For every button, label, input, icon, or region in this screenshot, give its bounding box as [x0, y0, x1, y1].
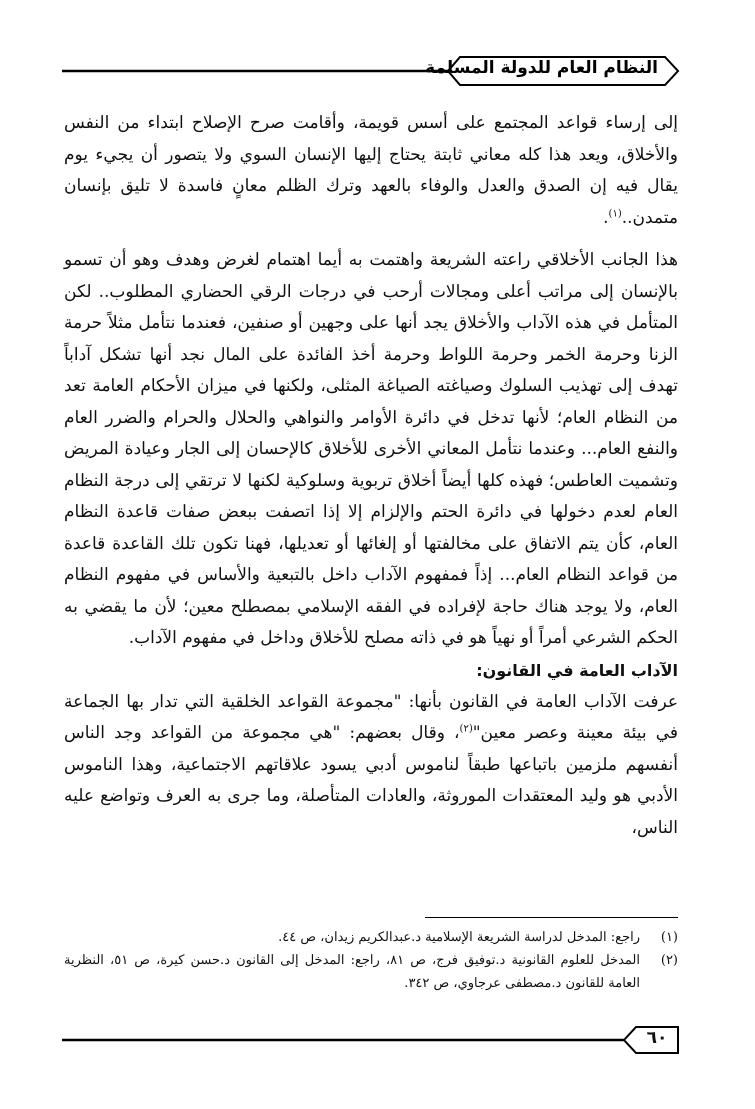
paragraph-text: ، وقال بعضهم: "هي مجموعة من القواعد وجد الناس أنفسهم ملزمين باتباعها طبقاً لناموس أدبي يسود علاقاتهم الاجتماعية، وهذا الناموس الأدبي هو وليد المعتقدات الموروثة، والعادات المتأصلة، وما جرى به العرف وتواضع عليه الناس، — [64, 723, 678, 838]
footnote-number: (٢) — [660, 953, 678, 968]
paragraph: إلى إرساء قواعد المجتمع على أسس قويمة، وأقامت صرح الإصلاح ابتداء من النفس والأخلاق، ويعد هذا كله معاني ثابتة يحتاج إليها الإنسان السوي ولا يتصور أن يجيء يوم يقال فيه إن الصدق والعدل والوفاء بالعهد وترك الظلم معانٍ فاسدة لا تليق بإنسان متمدن..$^{(١)}$. — [64, 113, 678, 228]
paragraph — [64, 687, 678, 845]
paragraph-text: إلى إرساء قواعد المجتمع على أسس قويمة، وأقامت صرح الإصلاح ابتداء من النفس والأخلاق، ويعد هذا كله معاني ثابتة يحتاج إليها الإنسان السوي ولا يتصور أن يجيء يوم يقال فيه إن الصدق والعدل والوفاء بالعهد وترك الظلم معانٍ فاسدة لا تليق بإنسان متمدن.. — [64, 113, 678, 228]
page-footer — [60, 1018, 682, 1062]
section-heading: الآداب العامة في القانون: — [476, 660, 678, 680]
footnote — [64, 926, 678, 949]
main-text — [64, 108, 678, 844]
footnote-ref: (١) — [608, 207, 622, 219]
footnote-number: (١) — [660, 930, 678, 945]
page-number: ٦٠ — [646, 1028, 668, 1048]
footnote-text: المدخل للعلوم القانونية د.توفيق فرج، ص ٨١، راجع: المدخل إلى القانون د.حسن كيرة، ص ٥١، النظرية العامة للقانون د.مصطفى عرجاوي، ص ٣٤٢. — [64, 953, 641, 991]
footnote — [64, 949, 678, 995]
running-title: النظام العام للدولة المسلمة — [425, 58, 658, 78]
footnote-separator — [425, 917, 678, 918]
paragraph: هذا الجانب الأخلاقي راعته الشريعة واهتمت به أيما اهتمام لغرض وهدف وهو أن تسمو بالإنسان إلى مراتب أعلى ومجالات أرحب في درجات الرقي الحضاري المطلوب.. لكن المتأمل في هذه الآداب والأخلاق يجد أنها على وجهين أو صنفين، فعندما نتأمل مثلاً حرمة الزنا وحرمة الخمر وحرمة اللواط وحرمة أخذ الفائدة على المال نجد أنها تشكل آداباً تهدف إلى تهذيب السلوك وصياغته الصياغة المثلى، ولكنها في ميزان الأحكام العامة تعد من النظام العام؛ لأنها تدخل في دائرة الأوامر والنواهي والحلال والحرام والضرر العام والنفع العام... وعندما نتأمل المعاني الأخرى للأخلاق كالإحسان إلى الجار وعيادة المريض وتشميت العاطس؛ فهذه كلها أيضاً أخلاق تربوية وسلوكية لكنها لا ترتقي إلى درجة النظام العام لعدم دخولها في دائرة الحتم والإلزام إلا إذا اتصفت ببعض صفات قاعدة النظام العام، كأن يتم الاتفاق على مخالفتها أو إلغائها أو تعديلها، فهنا تكون تلك القاعدة قاعدة من قواعد النظام العام... إذاً فمفهوم الآداب داخل بالتبعية والأساس في مفهوم النظام العام، ولا يوجد هناك حاجة لإفراده في الفقه الإسلامي بمصطلح معين؛ لأن ما يقضي به الحكم الشرعي أمراً أو نهياً هو في ذاته مصلح للأخلاق وداخل في مفهوم الآداب. — [64, 250, 678, 648]
footnote-ref: (٢) — [459, 723, 473, 735]
footnotes — [64, 926, 678, 995]
paragraph-text: عرفت الآداب العامة في القانون بأنها: "مجموعة القواعد الخلقية التي تدار بها الجماعة في بيئة معينة وعصر معين" — [64, 691, 678, 743]
page-header — [60, 44, 682, 96]
footnote-text: راجع: المدخل لدراسة الشريعة الإسلامية د.عبدالكريم زيدان، ص ٤٤. — [278, 930, 640, 945]
footer-ornament — [60, 1018, 682, 1062]
